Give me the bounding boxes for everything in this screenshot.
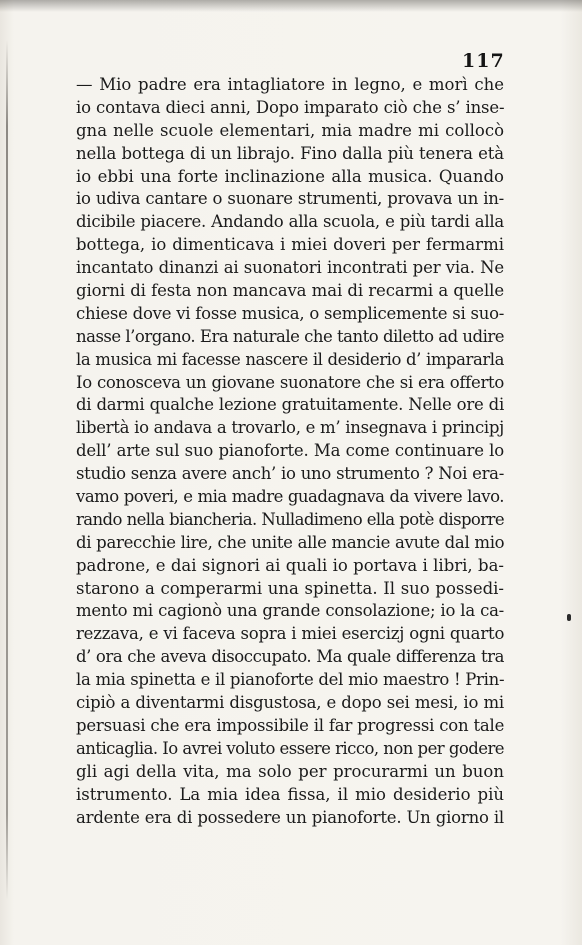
- text-line: d’ ora che aveva disoccupato. Ma quale differenza tra: [76, 647, 504, 667]
- text-line: studio senza avere anch’ io uno strumento ? Noi era-: [76, 464, 504, 484]
- text-line: padrone, e dai signori ai quali io portava i libri, ba-: [76, 555, 504, 575]
- text-line: dicibile piacere. Andando alla scuola, e più tardi alla: [76, 212, 504, 232]
- text-line: di darmi qualche lezione gratuitamente. Nelle ore di: [76, 395, 504, 415]
- text-line: anticaglia. Io avrei voluto essere ricco, non per godere: [76, 738, 504, 758]
- text-line: cipiò a diventarmi disgustosa, e dopo sei mesi, io mi: [76, 693, 504, 713]
- text-line: Io conosceva un giovane suonatore che si era offerto: [76, 372, 504, 392]
- text-line: starono a comperarmi una spinetta. Il suo possedi-: [76, 578, 504, 598]
- text-line: rezzava, e vi faceva sopra i miei esercizj ogni quarto: [76, 624, 505, 644]
- body-text: [76, 74, 504, 829]
- text-line: libertà io andava a trovarlo, e m’ insegnava i principj: [76, 418, 504, 438]
- text-line: istrumento. La mia idea fissa, il mio desiderio più: [76, 784, 504, 804]
- page-number: 117: [462, 50, 505, 72]
- text-line: mento mi cagionò una grande consolazione; io la ca-: [76, 601, 504, 621]
- text-line: io ebbi una forte inclinazione alla musica. Quando: [76, 166, 504, 186]
- text-line: nasse l’organo. Era naturale che tanto diletto ad udire: [76, 326, 505, 346]
- text-line: persuasi che era impossibile il far progressi con tale: [76, 715, 505, 735]
- text-line: giorni di festa non mancava mai di recarmi a quelle: [76, 281, 504, 301]
- page-top-edge: [0, 0, 582, 12]
- text-line: ardente era di possedere un pianoforte. Un giorno il: [76, 807, 504, 827]
- text-line: la mia spinetta e il pianoforte del mio maestro ! Prin-: [76, 670, 505, 690]
- text-line: dell’ arte sul suo pianoforte. Ma come continuare lo: [76, 441, 504, 461]
- text-line: gna nelle scuole elementari, mia madre mi collocò: [76, 120, 504, 140]
- text-line: vamo poveri, e mia madre guadagnava da vivere lavo.: [76, 487, 504, 507]
- text-line: io udiva cantare o suonare strumenti, provava un in-: [76, 189, 504, 209]
- text-line: — Mio padre era intagliatore in legno, e morì che: [76, 75, 504, 94]
- text-line: nella bottega di un librajo. Fino dalla più tenera età: [76, 143, 504, 163]
- page-binding-edge: [6, 40, 8, 900]
- text-line: la musica mi facesse nascere il desiderio d’ impararla: [76, 349, 504, 369]
- ink-speck: [567, 614, 571, 621]
- text-line: io contava dieci anni, Dopo imparato ciò che s’ inse-: [76, 97, 505, 117]
- text-line: di parecchie lire, che unite alle mancie avute dal mio: [76, 532, 505, 552]
- text-line: incantato dinanzi ai suonatori incontrati per via. Ne: [76, 258, 504, 278]
- text-line: gli agi della vita, ma solo per procurarmi un buon: [76, 761, 504, 781]
- text-line: bottega, io dimenticava i miei doveri per fermarmi: [76, 235, 504, 255]
- text-line: chiese dove vi fosse musica, o semplicemente si suo-: [76, 303, 505, 323]
- text-line: rando nella biancheria. Nulladimeno ella potè disporre: [76, 509, 504, 529]
